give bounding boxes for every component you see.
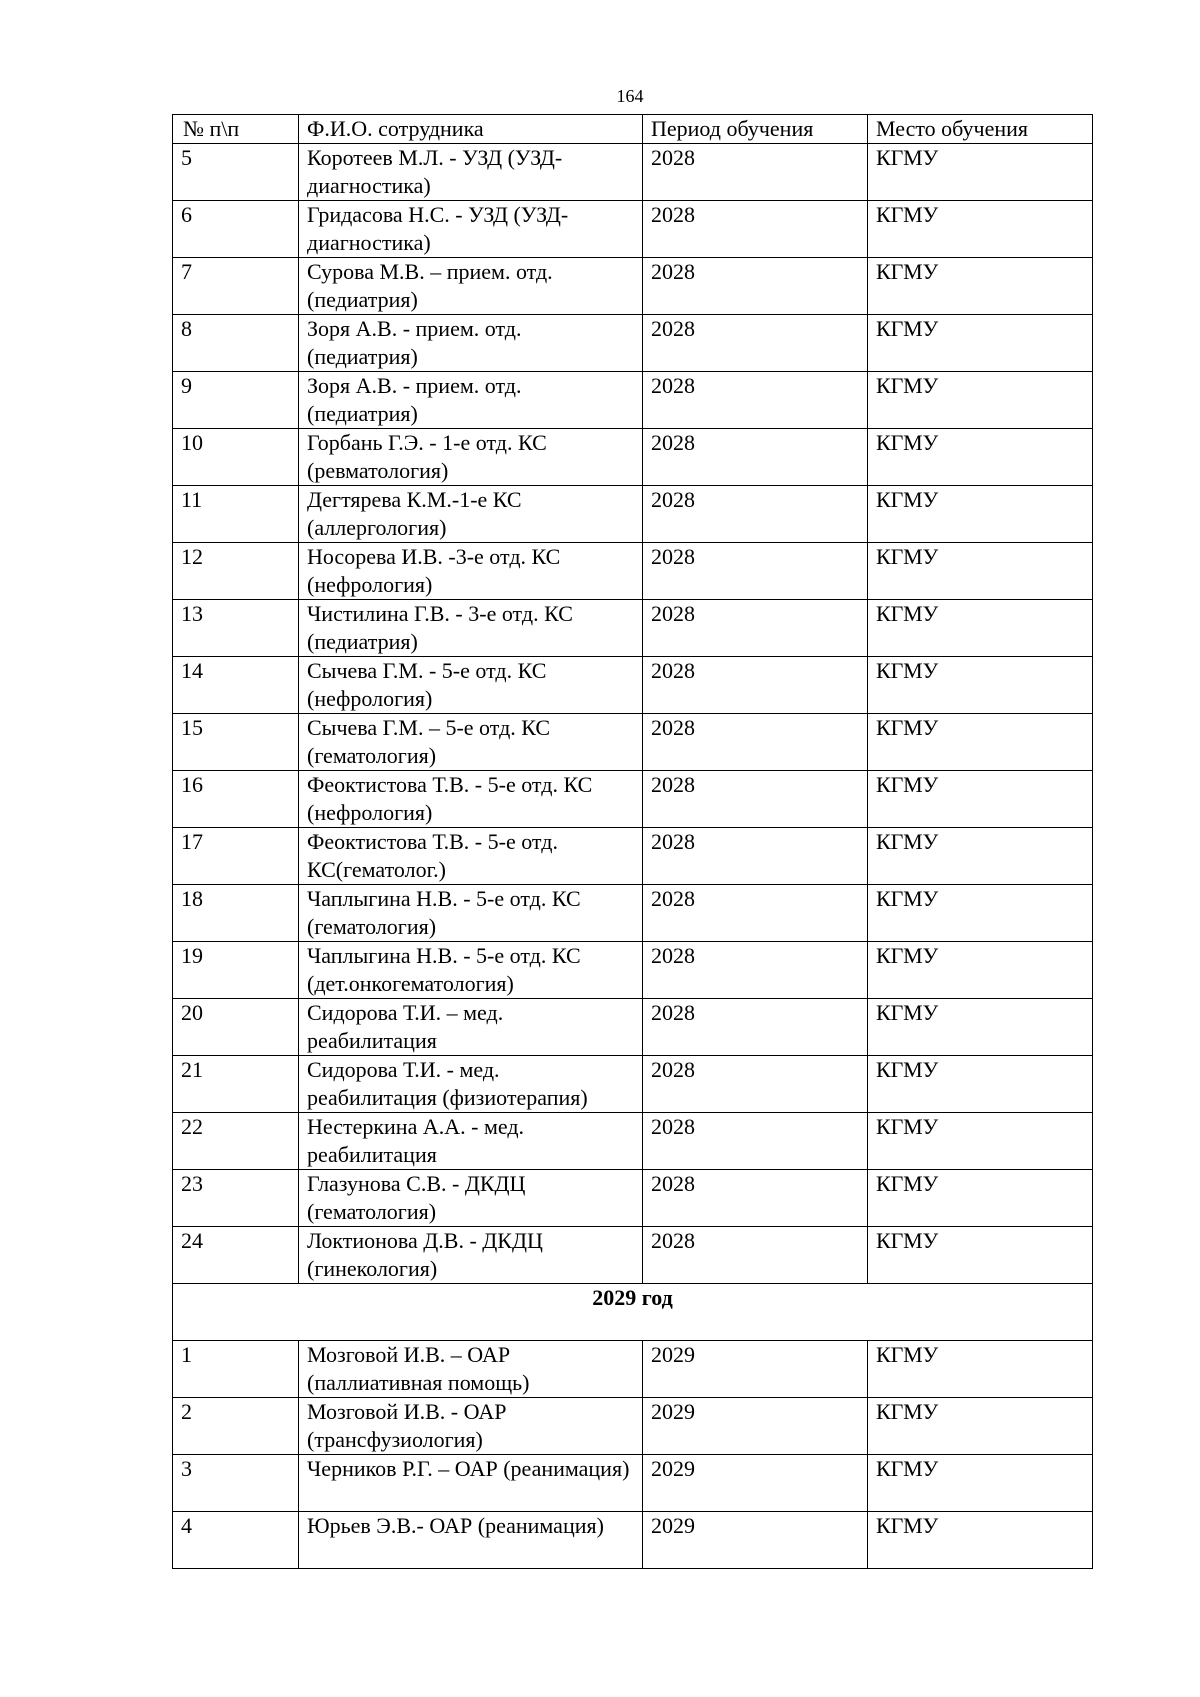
cell-period: 2028 [643,600,868,657]
cell-name: Сычева Г.М. - 5-е отд. КС (нефрология) [299,657,643,714]
cell-number: 6 [173,201,299,258]
cell-name: Носорева И.В. -3-е отд. КС (нефрология) [299,543,643,600]
cell-number: 14 [173,657,299,714]
cell-number: 3 [173,1455,299,1512]
cell-place: КГМУ [868,771,1093,828]
cell-name: Юрьев Э.В.- ОАР (реанимация) [299,1512,643,1569]
cell-name: Чистилина Г.В. - 3-е отд. КС (педиатрия) [299,600,643,657]
cell-period: 2029 [643,1512,868,1569]
table-row [173,258,1093,315]
cell-place: КГМУ [868,543,1093,600]
cell-name: Сидорова Т.И. - мед. реабилитация (физиотерапия) [299,1056,643,1113]
cell-place: КГМУ [868,1170,1093,1227]
cell-period: 2028 [643,828,868,885]
cell-number: 19 [173,942,299,999]
cell-number: 21 [173,1056,299,1113]
cell-period: 2029 [643,1455,868,1512]
cell-place: КГМУ [868,657,1093,714]
cell-number: 16 [173,771,299,828]
cell-place: КГМУ [868,1056,1093,1113]
cell-place: КГМУ [868,600,1093,657]
cell-place: КГМУ [868,1398,1093,1455]
cell-number: 1 [173,1341,299,1398]
cell-number: 7 [173,258,299,315]
cell-number: 13 [173,600,299,657]
cell-number: 2 [173,1398,299,1455]
table-row [173,1341,1093,1398]
table-row [173,1227,1093,1284]
table-row [173,657,1093,714]
cell-number: 24 [173,1227,299,1284]
cell-period: 2028 [643,201,868,258]
table-row [173,1455,1093,1512]
table-header-row [173,115,1093,144]
cell-period: 2028 [643,372,868,429]
cell-place: КГМУ [868,1113,1093,1170]
cell-name: Коротеев М.Л. - УЗД (УЗД-диагностика) [299,144,643,201]
cell-place: КГМУ [868,1227,1093,1284]
cell-name: Сычева Г.М. – 5-е отд. КС (гематология) [299,714,643,771]
cell-name: Гридасова Н.С. - УЗД (УЗД-диагностика) [299,201,643,258]
header-number: № п\п [173,115,299,144]
cell-number: 15 [173,714,299,771]
cell-number: 5 [173,144,299,201]
cell-number: 18 [173,885,299,942]
cell-period: 2028 [643,1056,868,1113]
cell-place: КГМУ [868,1455,1093,1512]
table-row [173,1170,1093,1227]
cell-place: КГМУ [868,201,1093,258]
table-row [173,885,1093,942]
rows-2028 [173,144,1093,1284]
cell-name: Нестеркина А.А. - мед. реабилитация [299,1113,643,1170]
table-row [173,942,1093,999]
cell-name: Феоктистова Т.В. - 5-е отд. КС(гематолог.) [299,828,643,885]
cell-place: КГМУ [868,258,1093,315]
cell-period: 2028 [643,1170,868,1227]
training-table [172,114,1093,1569]
cell-place: КГМУ [868,1341,1093,1398]
cell-place: КГМУ [868,1512,1093,1569]
cell-place: КГМУ [868,828,1093,885]
cell-number: 4 [173,1512,299,1569]
table-row [173,771,1093,828]
section-2029 [173,1284,1093,1341]
cell-name: Зоря А.В. - прием. отд. (педиатрия) [299,372,643,429]
cell-name: Дегтярева К.М.-1-е КС (аллергология) [299,486,643,543]
cell-name: Черников Р.Г. – ОАР (реанимация) [299,1455,643,1512]
table-row [173,429,1093,486]
cell-period: 2029 [643,1341,868,1398]
table-row [173,714,1093,771]
header-name: Ф.И.О. сотрудника [299,115,643,144]
page-number: 164 [616,86,644,106]
header-period: Период обучения [643,115,868,144]
cell-period: 2028 [643,486,868,543]
table-row [173,372,1093,429]
cell-number: 22 [173,1113,299,1170]
cell-name: Локтионова Д.В. - ДКДЦ (гинекология) [299,1227,643,1284]
cell-number: 12 [173,543,299,600]
cell-period: 2028 [643,315,868,372]
cell-number: 10 [173,429,299,486]
cell-period: 2028 [643,657,868,714]
table-row [173,144,1093,201]
cell-number: 23 [173,1170,299,1227]
table-row [173,315,1093,372]
table-row [173,486,1093,543]
cell-place: КГМУ [868,885,1093,942]
cell-place: КГМУ [868,999,1093,1056]
cell-period: 2029 [643,1398,868,1455]
table-row [173,1398,1093,1455]
cell-name: Зоря А.В. - прием. отд. (педиатрия) [299,315,643,372]
table-row [173,1056,1093,1113]
cell-period: 2028 [643,429,868,486]
cell-name: Глазунова С.В. - ДКДЦ (гематология) [299,1170,643,1227]
table-row [173,201,1093,258]
cell-period: 2028 [643,1113,868,1170]
cell-period: 2028 [643,144,868,201]
table-row [173,1113,1093,1170]
cell-period: 2028 [643,771,868,828]
cell-name: Чаплыгина Н.В. - 5-е отд. КС (гематология) [299,885,643,942]
cell-number: 11 [173,486,299,543]
cell-name: Горбань Г.Э. - 1-е отд. КС (ревматология) [299,429,643,486]
cell-period: 2028 [643,543,868,600]
cell-place: КГМУ [868,714,1093,771]
cell-number: 9 [173,372,299,429]
year-section-label: 2029 год [173,1284,1093,1341]
cell-place: КГМУ [868,144,1093,201]
cell-name: Чаплыгина Н.В. - 5-е отд. КС (дет.онкогематология) [299,942,643,999]
cell-name: Феоктистова Т.В. - 5-е отд. КС (нефрология) [299,771,643,828]
cell-period: 2028 [643,999,868,1056]
cell-number: 17 [173,828,299,885]
cell-place: КГМУ [868,942,1093,999]
header-place: Место обучения [868,115,1093,144]
cell-place: КГМУ [868,372,1093,429]
cell-name: Сидорова Т.И. – мед. реабилитация [299,999,643,1056]
cell-place: КГМУ [868,429,1093,486]
cell-name: Мозговой И.В. - ОАР (трансфузиология) [299,1398,643,1455]
cell-name: Мозговой И.В. – ОАР (паллиативная помощь) [299,1341,643,1398]
rows-2029 [173,1341,1093,1569]
cell-name: Сурова М.В. – прием. отд. (педиатрия) [299,258,643,315]
cell-period: 2028 [643,258,868,315]
table-row [173,1512,1093,1569]
cell-period: 2028 [643,885,868,942]
cell-place: КГМУ [868,315,1093,372]
cell-place: КГМУ [868,486,1093,543]
year-section-row [173,1284,1093,1341]
cell-period: 2028 [643,714,868,771]
table-row [173,828,1093,885]
cell-number: 20 [173,999,299,1056]
table-row [173,600,1093,657]
table-row [173,999,1093,1056]
cell-period: 2028 [643,942,868,999]
cell-number: 8 [173,315,299,372]
table-row [173,543,1093,600]
cell-period: 2028 [643,1227,868,1284]
